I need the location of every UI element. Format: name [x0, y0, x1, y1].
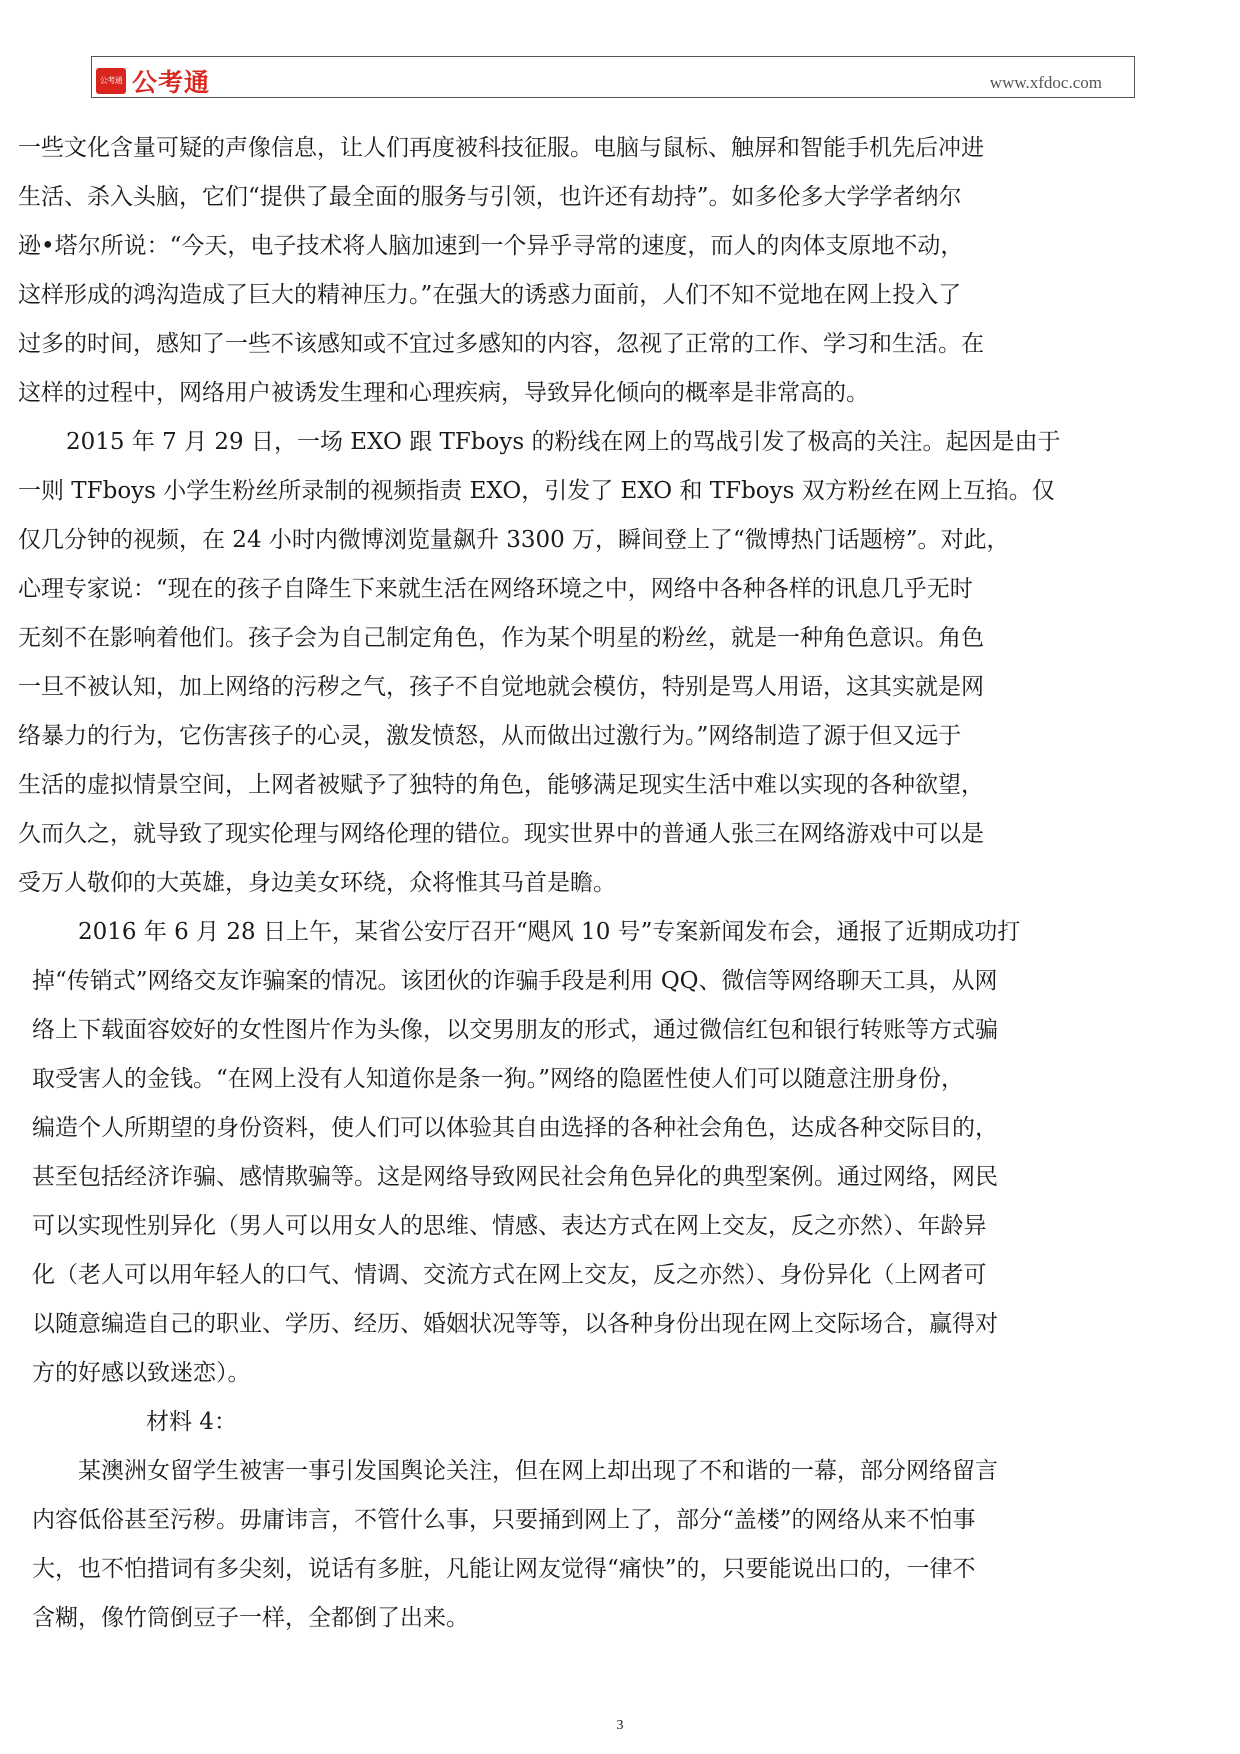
paragraph-2: [18, 418, 1118, 908]
page-number: 3: [616, 1718, 624, 1733]
text-line: 2015 年 7 月 29 日，一场 EXO 跟 TFboys 的粉线在网上的骂战引发了极高的关注。起因是由于: [66, 429, 1061, 455]
text-line: 一些文化含量可疑的声像信息，让人们再度被科技征服。电脑与鼠标、触屏和智能手机先后冲进: [18, 135, 984, 161]
text-line: 2016 年 6 月 28 日上午，某省公安厅召开“飓风 10 号”专案新闻发布会，通报了近期成功打: [78, 919, 1021, 945]
text-line: 含糊，像竹筒倒豆子一样，全都倒了出来。: [32, 1605, 469, 1631]
text-line: 生活的虚拟情景空间，上网者被赋予了独特的角色，能够满足现实生活中难以实现的各种欲望，: [18, 772, 984, 798]
text-line: 以随意编造自己的职业、学历、经历、婚姻状况等等，以各种身份出现在网上交际场合，赢得对: [32, 1311, 998, 1337]
heading-text: 材料 4：: [146, 1409, 237, 1435]
text-line: 化（老人可以用年轻人的口气、情调、交流方式在网上交友，反之亦然）、身份异化（上网者可: [32, 1262, 987, 1288]
text-line: 生活、杀入头脑，它们“提供了最全面的服务与引领，也许还有劫持”。如多伦多大学学者纳尔: [18, 184, 962, 210]
section-heading: [18, 1398, 1118, 1447]
text-line: 一旦不被认知，加上网络的污秽之气，孩子不自觉地就会模仿，特别是骂人用语，这其实就是网: [18, 674, 984, 700]
text-line: 心理专家说：“现在的孩子自降生下来就生活在网络环境之中，网络中各种各样的讯息几乎无时: [18, 576, 973, 602]
text-line: 这样的过程中，网络用户被诱发生理和心理疾病，导致异化倾向的概率是非常高的。: [18, 380, 869, 406]
document-body: [18, 124, 1118, 1643]
text-line: 受万人敬仰的大英雄，身边美女环绕，众将惟其马首是瞻。: [18, 870, 616, 896]
text-line: 某澳洲女留学生被害一事引发国舆论关注，但在网上却出现了不和谐的一幕，部分网络留言: [78, 1458, 998, 1484]
paragraph-1: [18, 124, 1118, 418]
text-line: 可以实现性别异化（男人可以用女人的思维、情感、表达方式在网上交友，反之亦然）、年龄异: [32, 1213, 987, 1239]
text-line: 方的好感以致迷恋）。: [32, 1360, 251, 1386]
text-line: 过多的时间，感知了一些不该感知或不宜过多感知的内容，忽视了正常的工作、学习和生活。在: [18, 331, 984, 357]
text-line: 大，也不怕措词有多尖刻，说话有多脏，凡能让网友觉得“痛快”的，只要能说出口的，一律不: [32, 1556, 976, 1582]
site-logo[interactable]: [96, 63, 210, 99]
text-line: 甚至包括经济诈骗、感情欺骗等。这是网络导致网民社会角色异化的典型案例。通过网络，网民: [32, 1164, 998, 1190]
text-line: 取受害人的金钱。“在网上没有人知道你是条一狗。”网络的隐匿性使人们可以随意注册身份，: [32, 1066, 965, 1092]
page-header: [91, 56, 1135, 98]
text-line: 这样形成的鸿沟造成了巨大的精神压力。”在强大的诱惑力面前，人们不知不觉地在网上投入了: [18, 282, 962, 308]
site-url[interactable]: www.xfdoc.com: [989, 73, 1102, 92]
text-line: 编造个人所期望的身份资料，使人们可以体验其自由选择的各种社会角色，达成各种交际目的，: [32, 1115, 998, 1141]
text-line: 久而久之，就导致了现实伦理与网络伦理的错位。现实世界中的普通人张三在网络游戏中可以是: [18, 821, 984, 847]
logo-badge-icon: 公考通: [96, 68, 126, 94]
text-line: 逊•塔尔所说：“今天，电子技术将人脑加速到一个异乎寻常的速度，而人的肉体支原地不动，: [18, 233, 964, 259]
text-line: 掉“传销式”网络交友诈骗案的情况。该团伙的诈骗手段是利用 QQ、微信等网络聊天工具，从网: [32, 968, 998, 994]
text-line: 一则 TFboys 小学生粉丝所录制的视频指责 EXO，引发了 EXO 和 TFboys 双方粉丝在网上互掐。仅: [18, 478, 1055, 504]
text-line: 无刻不在影响着他们。孩子会为自己制定角色，作为某个明星的粉丝，就是一种角色意识。角色: [18, 625, 984, 651]
paragraph-4: [18, 1447, 1118, 1643]
logo-text: 公考通: [132, 68, 211, 97]
paragraph-3: [18, 908, 1118, 1398]
text-line: 络上下载面容姣好的女性图片作为头像，以交男朋友的形式，通过微信红包和银行转账等方式骗: [32, 1017, 998, 1043]
text-line: 仅几分钟的视频，在 24 小时内微博浏览量飙升 3300 万，瞬间登上了“微博热门话题榜”。对此，: [18, 527, 1010, 553]
text-line: 内容低俗甚至污秽。毋庸讳言，不管什么事，只要捅到网上了，部分“盖楼”的网络从来不怕事: [32, 1507, 976, 1533]
text-line: 络暴力的行为，它伤害孩子的心灵，激发愤怒，从而做出过激行为。”网络制造了源于但又远于: [18, 723, 962, 749]
